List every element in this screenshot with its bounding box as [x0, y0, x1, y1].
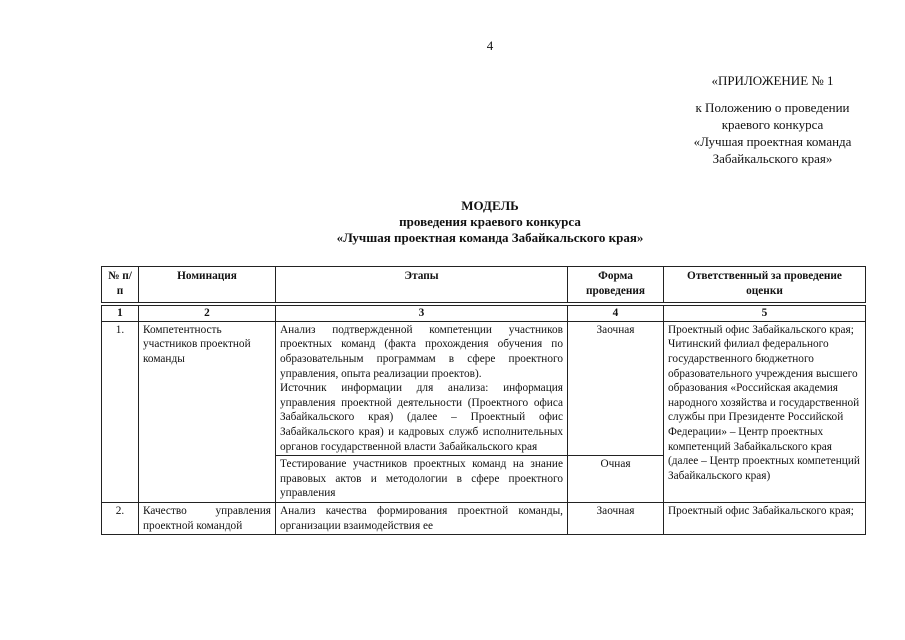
- appendix-header: [660, 72, 885, 167]
- stage-text: Анализ подтвержденной компетенции участников проектных команд (факта прохождения обучения по образовательным программам в сфере проектного управления, опыта реализации проектов).: [280, 323, 563, 380]
- header-stages: Этапы: [276, 267, 568, 303]
- nomination-cell: Качество управления проектной командой: [139, 502, 276, 534]
- header-nomination: Номинация: [139, 267, 276, 303]
- responsible-cell: Проектный офис Забайкальского края; Читинский филиал федерального государственного бюджетного образовательного учреждения высшего образования «Российская академия народного хозяйства и государственной службы при Президенте Российской Федерации» – Центр проектных компетенций Забайкальского края (далее – Центр проектных компетенций Забайкальского края): [664, 321, 866, 502]
- column-number-row: [102, 306, 866, 322]
- document-title-line2: проведения краевого конкурса: [399, 214, 581, 229]
- appendix-line: к Положению о проведении: [695, 100, 850, 115]
- stage-cell: [276, 321, 568, 455]
- appendix-line: краевого конкурса: [721, 117, 824, 132]
- nomination-cell: Компетентность участников проектной команды: [139, 321, 276, 502]
- table-header-row: [102, 267, 866, 303]
- column-number: 4: [568, 306, 664, 322]
- stage-cell: Анализ качества формирования проектной команды, организации взаимодействия ее: [276, 502, 568, 534]
- contest-model-table: [101, 266, 866, 535]
- stage-source-text: Источник информации для анализа: информация управления проектной деятельности (Проектного офиса Забайкальского края) (далее – Проектный офис Забайкальского края) и кадровых служб исполнительных органов государственной власти Забайкальского края: [280, 382, 563, 453]
- document-title-line1: МОДЕЛЬ: [461, 198, 519, 213]
- table-row: [102, 502, 866, 534]
- appendix-line: Забайкальского края»: [712, 151, 833, 166]
- column-number: 1: [102, 306, 139, 322]
- header-number: № п/п: [102, 267, 139, 303]
- document-title-line3: «Лучшая проектная команда Забайкальского края»: [336, 230, 644, 245]
- column-number: 2: [139, 306, 276, 322]
- stage-cell: Тестирование участников проектных команд на знание правовых актов и методологии в сфере проектного управления: [276, 456, 568, 503]
- page-number: 4: [486, 38, 494, 53]
- document-title: [0, 198, 905, 246]
- form-cell: Заочная: [568, 502, 664, 534]
- row-number: 1.: [102, 321, 139, 502]
- header-responsible: Ответственный за проведение оценки: [664, 267, 866, 303]
- appendix-line: «Лучшая проектная команда: [693, 134, 852, 149]
- form-cell: Очная: [568, 456, 664, 503]
- row-number: 2.: [102, 502, 139, 534]
- table-row: [102, 321, 866, 455]
- appendix-title: «ПРИЛОЖЕНИЕ № 1: [711, 73, 834, 88]
- form-cell: Заочная: [568, 321, 664, 455]
- column-number: 5: [664, 306, 866, 322]
- column-number: 3: [276, 306, 568, 322]
- header-form: Форма проведения: [568, 267, 664, 303]
- responsible-cell: Проектный офис Забайкальского края;: [664, 502, 866, 534]
